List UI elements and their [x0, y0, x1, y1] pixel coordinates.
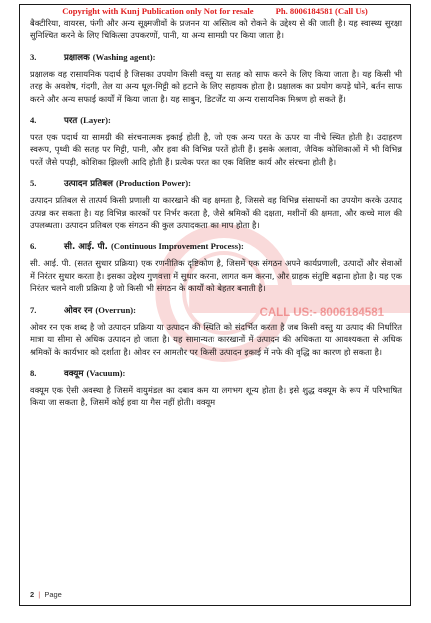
section-title: परत	[64, 116, 78, 127]
section-english-title: (Vacuum):	[86, 367, 126, 378]
section-heading	[30, 304, 402, 317]
section-heading	[30, 240, 402, 253]
document-page	[19, 4, 411, 606]
section-paragraph: वक्यूम एक ऐसी अवस्था है जिसमें वायुमंडल का दबाव कम या लगभग शून्य होता है। इसे शुद्ध वक्यूम के रूप में परिभाषित किया जा सकता है, जिसमें कोई हवा या गैस नहीं होती। वक्यूम	[30, 384, 402, 408]
section-title: प्रक्षालक	[64, 52, 90, 63]
section-number: 5.	[30, 178, 37, 189]
section-paragraph: प्रक्षालक वह रासायनिक पदार्थ है जिसका उपयोग किसी वस्तु या सतह को साफ करने के लिए किया जाता है। यह किसी भी तरह के अवशेष, गंदगी, तेल या अन्य धूल-मिट्टी को हटाने के लिए सहायक होता है। प्रक्षालक का प्रयोग कपड़े धोने, बर्तन साफ करने और अन्य सफाई कार्यों में किया जाता है। यह साबुन, डिटर्जेंट या अन्य रासायनिक मिश्रण हो सकते हैं।	[30, 68, 402, 104]
section-heading	[30, 177, 402, 190]
page-header	[20, 5, 410, 17]
section-english-title: (Washing agent):	[92, 51, 156, 62]
section-heading	[30, 51, 402, 64]
footer-separator: |	[38, 590, 41, 599]
section-english-title: (Production Power):	[115, 178, 191, 189]
page-number: 2	[30, 590, 35, 599]
section-english-title: (Overrun):	[95, 304, 136, 315]
section-title: ओवर रन	[64, 305, 93, 316]
section-number: 7.	[30, 304, 37, 315]
section-number: 3.	[30, 51, 37, 62]
intro-paragraph: बैक्टीरिया, वायरस, फंगी और अन्य सूक्ष्मजीवों के प्रजनन या अस्तित्व को रोकने के उद्देश्य से की जाती है। यह स्वास्थ्य सुरक्षा सुनिश्चित करने के लिए चिकित्सा उपकरणों, पानी, या अन्य सामग्री पर किया जाता है।	[30, 18, 402, 41]
section-heading	[30, 367, 402, 380]
section-paragraph: सी. आई. पी. (सतत सुधार प्रक्रिया) एक रणनीतिक दृष्टिकोण है, जिसमें एक संगठन अपने कार्यप्रणाली, उत्पादों और सेवाओं में निरंतर सुधार करता है। इसका उद्देश्य गुणवत्ता में सुधार करना, लागत कम करना, और ग्राहक संतुष्टि बढ़ाना होता है। यह एक निरंतर चलने वाली प्रक्रिया है जो किसी भी संगठन के कार्यों को बेहतर बनाती है।	[30, 258, 402, 294]
page-label: Page	[44, 590, 62, 599]
section-title: सी. आई. पी.	[64, 242, 108, 253]
document-body	[30, 17, 402, 416]
page-footer	[30, 590, 62, 599]
section-number: 6.	[30, 241, 37, 252]
section-number: 4.	[30, 115, 37, 126]
section-english-title: (Continuous Improvement Process):	[110, 241, 244, 252]
section-paragraph: उत्पादन प्रतिबल से तात्पर्य किसी प्रणाली या कारखाने की वह क्षमता है, जिससे वह विभिन्न संसाधनों का उपयोग करके उत्पाद उत्पन्न कर सकता है। यह विभिन्न कारकों पर निर्भर करता है, जैसे श्रमिकों की दक्षता, मशीनों की क्षमता, और कच्चे माल की उपलब्धता। उत्पादन प्रतिबल एक संगठन की कुल उत्पादकता का माप होता है।	[30, 195, 402, 231]
section-heading	[30, 114, 402, 127]
watermark-phone-text: CALL US:- 8006184581	[259, 307, 384, 319]
contact-phone: Ph. 8006184581 (Call Us)	[275, 6, 368, 16]
section-number: 8.	[30, 367, 37, 378]
section-title: वक्यूम	[64, 368, 84, 379]
section-english-title: (Layer):	[80, 115, 111, 126]
section-paragraph: परत एक पदार्थ या सामग्री की संरचनात्मक इकाई होती है, जो एक अन्य परत के ऊपर या नीचे स्थित होती है। उदाहरण स्वरूप, पृथ्वी की सतह पर मिट्टी, पानी, और हवा की विभिन्न परतें होती हैं। इसके अलावा, जैविक कोशिकाओं में भी विभिन्न परतें जैसे पपड़ी, कोशिका झिल्ली आदि होती हैं। प्रत्येक परत का एक विशिष्ट कार्य और संरचना होती है।	[30, 132, 402, 167]
section-paragraph: ओवर रन एक शब्द है जो उत्पादन प्रक्रिया या उत्पादन की स्थिति को संदर्भित करता है जब किसी वस्तु या उत्पाद की निर्धारित मात्रा या सीमा से अधिक उत्पादन हो जाता है। यह सामान्यतः कारखानों में उत्पादन की अधिकता या आवश्यकता से अधिक श्रमिकों के कार्यभार को दर्शाता है। ओवर रन आमतौर पर किसी उत्पादन इकाई में नफे की वृद्धि का कारण हो सकता है।	[30, 321, 402, 357]
section-title: उत्पादन प्रतिबल	[64, 179, 113, 190]
copyright-notice: Copyright with Kunj Publication only Not for resale	[62, 6, 254, 16]
